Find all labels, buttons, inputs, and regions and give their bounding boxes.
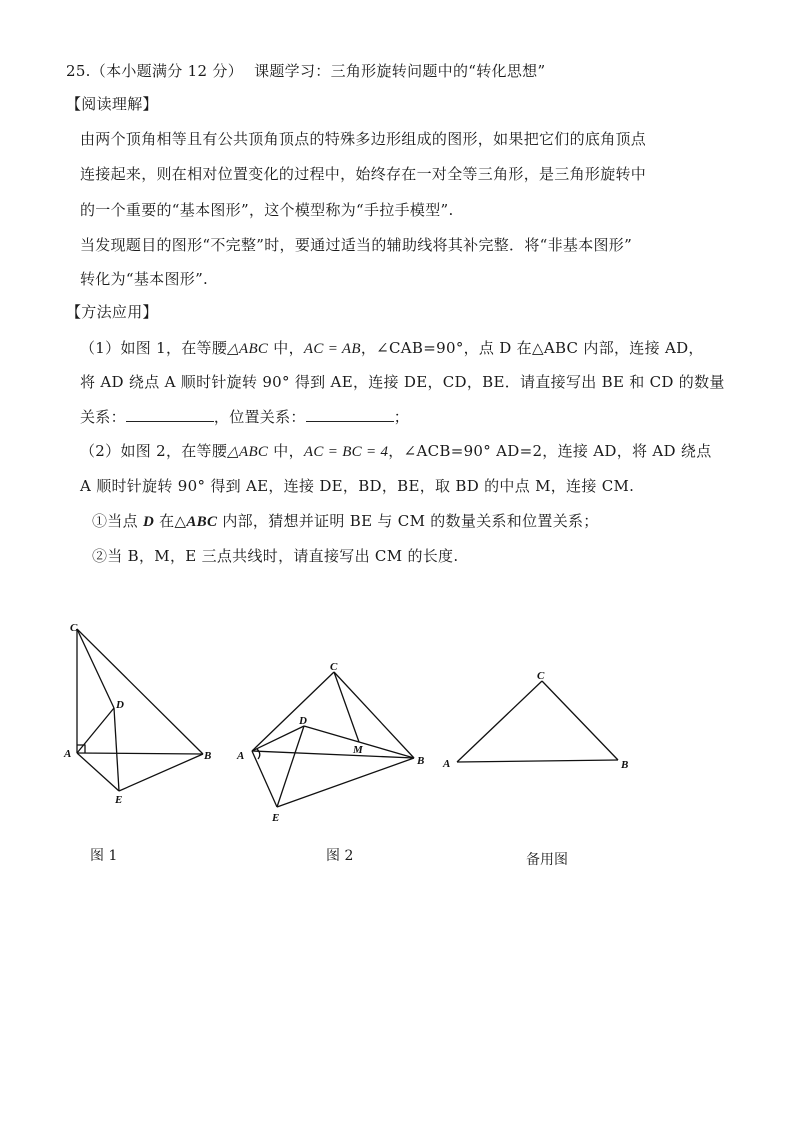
fig1-seg-cb [77, 629, 203, 754]
q1-line3: 关系： ，位置关系： ； [80, 408, 410, 426]
q2-triangle: △ABC [227, 444, 269, 460]
fig1-label-b: B [204, 750, 212, 762]
fig2-seg-cb [334, 672, 414, 758]
fig2-caption: 图 2 [326, 848, 354, 864]
fig1-caption: 图 1 [90, 848, 118, 864]
figure-2 [232, 655, 437, 830]
fig3-seg-cb [542, 681, 618, 760]
fig2-seg-de [277, 726, 304, 807]
fig1-seg-de [114, 708, 119, 791]
q1-equation: AC = AB [303, 341, 361, 357]
fig3-label-c: C [537, 670, 545, 682]
fig1-seg-eb [119, 754, 203, 791]
question-number: 25. [66, 62, 91, 80]
reading-p3: 的一个重要的“基本图形”，这个模型称为“手拉手模型”. [80, 201, 454, 219]
q2-line2: A 顺时针旋转 90° 得到 AE，连接 DE，BD，BE，取 BD 的中点 M，连接 CM. [80, 477, 635, 495]
fig2-angle-mark [257, 749, 260, 759]
fig2-label-d: D [299, 715, 307, 727]
fig3-seg-ca [457, 681, 542, 762]
fig1-label-d: D [116, 699, 124, 711]
reading-p5: 转化为“基本图形”. [80, 270, 209, 288]
fig3-seg-ab [457, 760, 618, 762]
fig2-seg-cm [334, 672, 359, 742]
q2-line1: （2）如图 2，在等腰△ABC 中，AC = BC = 4，∠ACB=90° AD=2，连接 AD，将 AD 绕点 [80, 442, 712, 460]
q2-equation: AC = BC = 4 [303, 444, 389, 460]
fig2-label-m: M [353, 744, 363, 756]
fig3-label-a: A [443, 758, 451, 770]
fig2-label-e: E [272, 812, 280, 824]
fig2-label-a: A [237, 750, 245, 762]
reading-heading: 【阅读理解】 [66, 95, 158, 113]
fig1-seg-ab [77, 753, 203, 754]
fig1-seg-cd [77, 629, 114, 708]
fig3-caption: 备用图 [526, 852, 568, 868]
figure-backup [435, 660, 645, 780]
fig2-seg-ca [252, 672, 334, 751]
reading-p1: 由两个顶角相等且有公共顶角顶点的特殊多边形组成的图形，如果把它们的底角顶点 [80, 130, 647, 148]
fig1-seg-ae [77, 753, 119, 791]
q1-triangle: △ABC [227, 341, 269, 357]
fig1-label-c: C [70, 622, 78, 634]
fig1-label-a: A [64, 748, 72, 760]
method-heading: 【方法应用】 [66, 303, 158, 321]
fig2-seg-ab [252, 751, 414, 758]
answer-blank-position[interactable] [306, 407, 394, 422]
q1-line1: （1）如图 1，在等腰△ABC 中，AC = AB，∠CAB=90°，点 D 在△ABC 内部，连接 AD， [80, 339, 704, 357]
answer-blank-quantity[interactable] [126, 407, 214, 422]
question-topic: 课题学习：三角形旋转问题中的“转化思想” [254, 62, 546, 80]
figure-1 [55, 615, 225, 815]
fig1-seg-ad [77, 708, 114, 753]
fig2-seg-eb [277, 758, 414, 807]
fig2-label-c: C [330, 661, 338, 673]
q2-sub1: ①当点 D 在△ABC 内部，猜想并证明 BE 与 CM 的数量关系和位置关系； [92, 512, 599, 530]
fig2-seg-ad [252, 726, 304, 751]
question-header [66, 60, 545, 81]
fig1-label-e: E [115, 794, 123, 806]
fig2-label-b: B [417, 755, 425, 767]
score-note: （本小题满分 12 分） [90, 62, 243, 80]
fig3-label-b: B [621, 759, 629, 771]
reading-p4: 当发现题目的图形“不完整”时，要通过适当的辅助线将其补完整．将“非基本图形” [80, 236, 633, 254]
fig2-seg-ae [252, 751, 277, 807]
q1-line2: 将 AD 绕点 A 顺时针旋转 90° 得到 AE，连接 DE，CD，BE．请直接写出 BE 和 CD 的数量 [80, 373, 725, 391]
q2-sub2: ②当 B，M，E 三点共线时，请直接写出 CM 的长度. [92, 547, 459, 565]
reading-p2: 连接起来，则在相对位置变化的过程中，始终存在一对全等三角形，是三角形旋转中 [80, 165, 647, 183]
